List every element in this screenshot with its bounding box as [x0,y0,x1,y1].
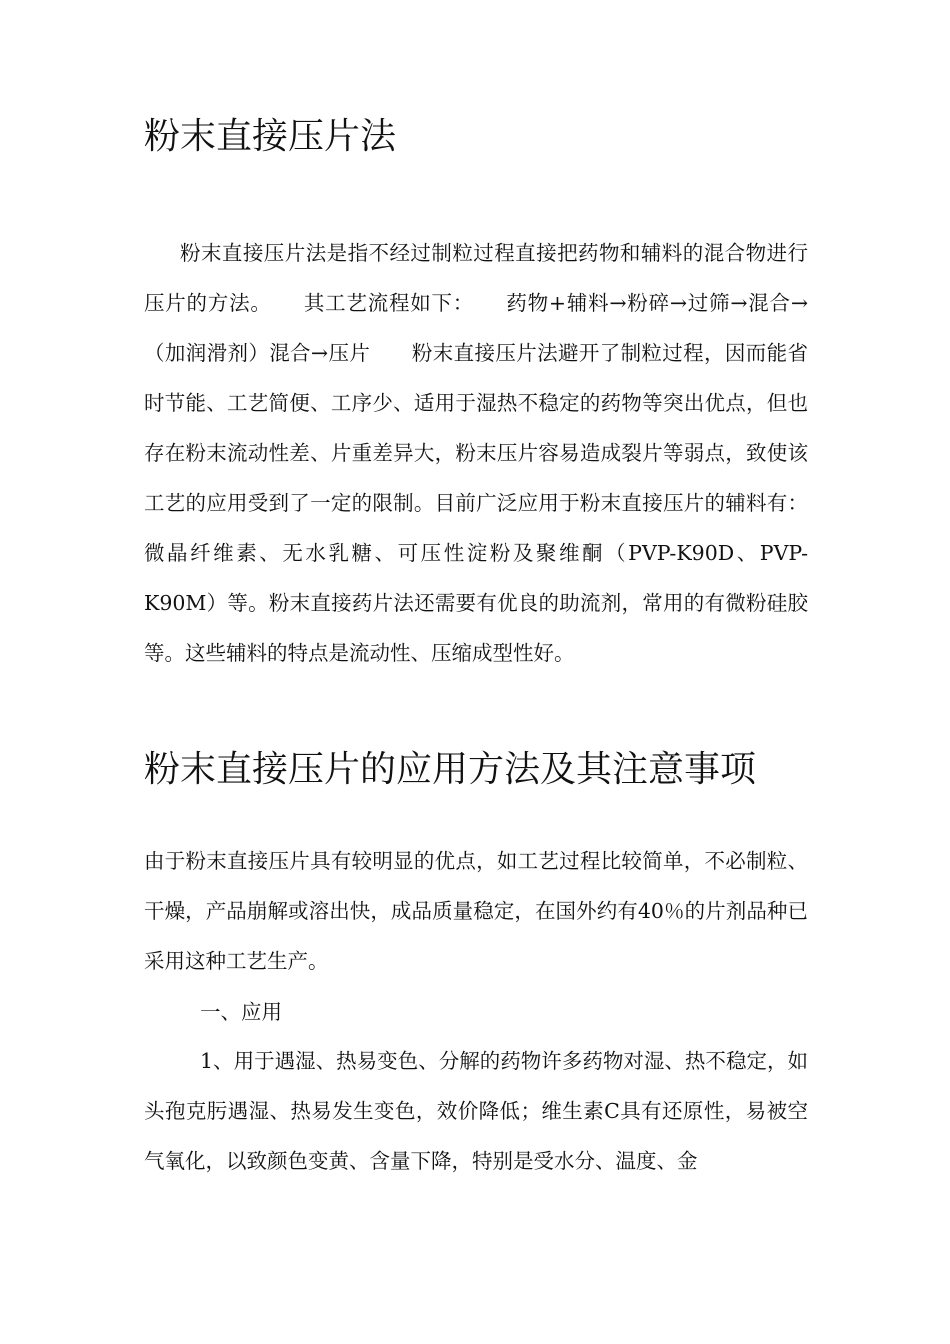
document-title: 粉末直接压片法 [144,116,397,157]
section-paragraph: 由于粉末直接压片具有较明显的优点，如工艺过程比较简单，不必制粒、干燥，产品崩解或溶出快，成品质量稳定，在国外约有40％的片剂品种已采用这种工艺生产。 [144,849,808,973]
intro-paragraph: 粉末直接压片法是指不经过制粒过程直接把药物和辅料的混合物进行压片的方法。 其工艺流程如下： 药物+辅料→粉碎→过筛→混合→（加润滑剂）混合→压片 粉末直接压片法避开了制粒过程，因而能省时节能、工艺简便、工序少、适用于湿热不稳定的药物等突出优点，但也存在粉末流动性差、片重差异大，粉末压片容易造成裂片等弱点，致使该工艺的应用受到了一定的限制。目前广泛应用于粉末直接压片的辅料有：微晶纤维素、无水乳糖、可压性淀粉及聚维酮（PVP-K90D、PVP-K90M）等。粉末直接药片法还需要有优良的助流剂，常用的有微粉硅胶等。这些辅料的特点是流动性、压缩成型性好。 [144,241,808,665]
item-1-paragraph: 1、用于遇湿、热易变色、分解的药物许多药物对湿、热不稳定，如头孢克肟遇湿、热易发生变色，效价降低；维生素C具有还原性，易被空气氧化，以致颜色变黄、含量下降，特别是受水分、温度、金 [144,1049,808,1173]
subsection-label: 一、应用 [200,1000,282,1024]
section-heading: 粉末直接压片的应用方法及其注意事项 [144,749,757,790]
